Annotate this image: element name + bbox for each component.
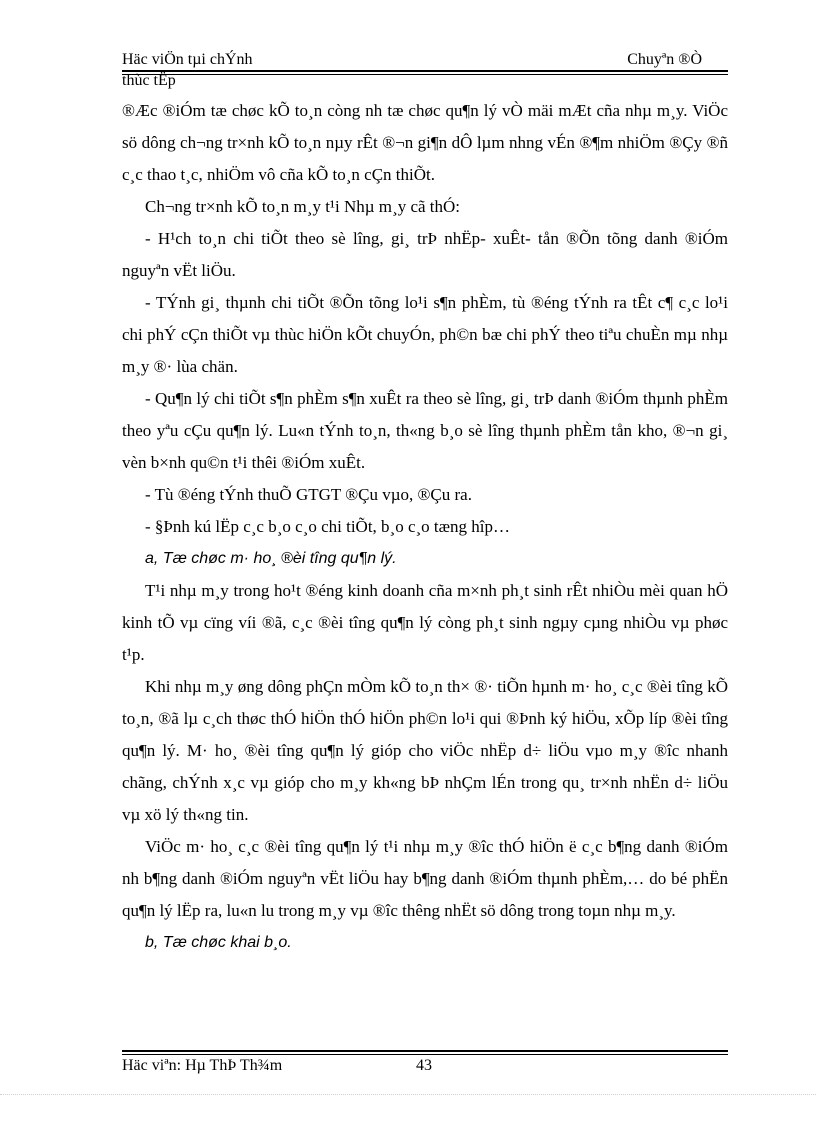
header-left: Häc viÖn tµi chÝnh — [122, 51, 253, 68]
footer-author: Häc viªn: Hµ ThÞ Th¾m — [122, 1057, 283, 1074]
paragraph: - TÝnh gi¸ thµnh chi tiÕt ®Õn tõng lo¹i s¶n phÈm, tù ®éng tÝnh ra tÊt c¶ c¸c lo¹i chi phÝ cÇn thiÕt vµ thùc hiÖn kÕt chuyÓn, ph©n bæ chi phÝ theo tiªu chuÈn mµ nhµ m¸y ®· lùa chän. — [122, 293, 728, 376]
body-text — [122, 95, 728, 959]
page-header — [122, 50, 728, 70]
paragraph: - Qu¶n lý chi tiÕt s¶n phÈm s¶n xuÊt ra theo sè lîng, gi¸ trÞ danh ®iÓm thµnh phÈm theo yªu cÇu qu¶n lý. Lu«n tÝnh to¸n, th«ng b¸o sè lîng thµnh phÈm tån kho, ®¬n gi¸ vèn b×nh qu©n t¹i thêi ®iÓm xuÊt. — [122, 389, 728, 472]
paragraph: - H¹ch to¸n chi tiÕt theo sè lîng, gi¸ trÞ nhËp- xuÊt- tån ®Õn tõng danh ®iÓm nguyªn vËt liÖu. — [122, 229, 728, 280]
paragraph: - §Þnh kú lËp c¸c b¸o c¸o chi tiÕt, b¸o c¸o tæng hîp… — [145, 517, 510, 536]
section-heading: a, Tæ chøc m· ho¸ ®èi tîng qu¶n lý. — [145, 550, 397, 567]
footer-rule-thin — [122, 1054, 728, 1055]
paragraph: ®Æc ®iÓm tæ chøc kÕ to¸n còng nh tæ chøc qu¶n lý vÒ mäi mÆt cña nhµ m¸y. ViÖc sö dông ch¬ng tr×nh kÕ to¸n nµy rÊt ®¬n gi¶n dÔ lµm nhng vÉn ®¶m nhiÖm ®Çy ®ñ c¸c thao t¸c, nhiÖm vô cña kÕ to¸n cÇn thiÕt. — [122, 101, 728, 184]
paragraph: Khi nhµ m¸y øng dông phÇn mÒm kÕ to¸n th× ®· tiÕn hµnh m· ho¸ c¸c ®èi tîng kÕ to¸n, ®ã lµ c¸ch thøc thÓ hiÖn thÓ hiÖn ph©n lo¹i qui ®Þnh ký hiÖu, xÕp líp ®èi tîng qu¶n lý. M· ho¸ ®èi tîng qu¶n lý gióp cho viÖc nhËp d÷ liÖu vµo m¸y ®îc nhanh chãng, chÝnh x¸c vµ gióp cho m¸y kh«ng bÞ nhÇm lÉn trong qu¸ tr×nh nhËn d÷ liÖu vµ xö lý th«ng tin. — [122, 677, 728, 824]
section-heading: b, Tæ chøc khai b¸o. — [145, 934, 292, 951]
header-continuation: thùc tËp — [122, 72, 176, 89]
paragraph: T¹i nhµ m¸y trong ho¹t ®éng kinh doanh cña m×nh ph¸t sinh rÊt nhiÒu mèi quan hÖ kinh tÕ vµ cïng víi ®ã, c¸c ®èi tîng qu¶n lý còng ph¸t sinh ngµy cµng nhiÒu vµ phøc t¹p. — [122, 581, 728, 664]
paragraph: - Tù ®éng tÝnh thuÕ GTGT ®Çu vµo, ®Çu ra. — [145, 485, 472, 504]
paragraph: ViÖc m· ho¸ c¸c ®èi tîng qu¶n lý t¹i nhµ m¸y ®îc thÓ hiÖn ë c¸c b¶ng danh ®iÓm nh b¶ng danh ®iÓm nguyªn vËt liÖu hay b¶ng danh ®iÓm thµnh phÈm,… do bé phËn qu¶n lý lËp ra, lu«n lu trong m¸y vµ ®îc thêng nhËt sö dông trong toµn nhµ m¸y. — [122, 837, 728, 920]
header-rule-thick — [122, 70, 728, 72]
page-edge-dotted-line — [0, 1094, 816, 1095]
paragraph: Ch¬ng tr×nh kÕ to¸n m¸y t¹i Nhµ m¸y cã thÓ: — [145, 197, 461, 216]
header-right: Chuyªn ®Ò — [627, 51, 702, 68]
page-number: 43 — [416, 1057, 432, 1074]
header-rule-thin — [122, 74, 728, 75]
footer-rule-thick — [122, 1050, 728, 1052]
